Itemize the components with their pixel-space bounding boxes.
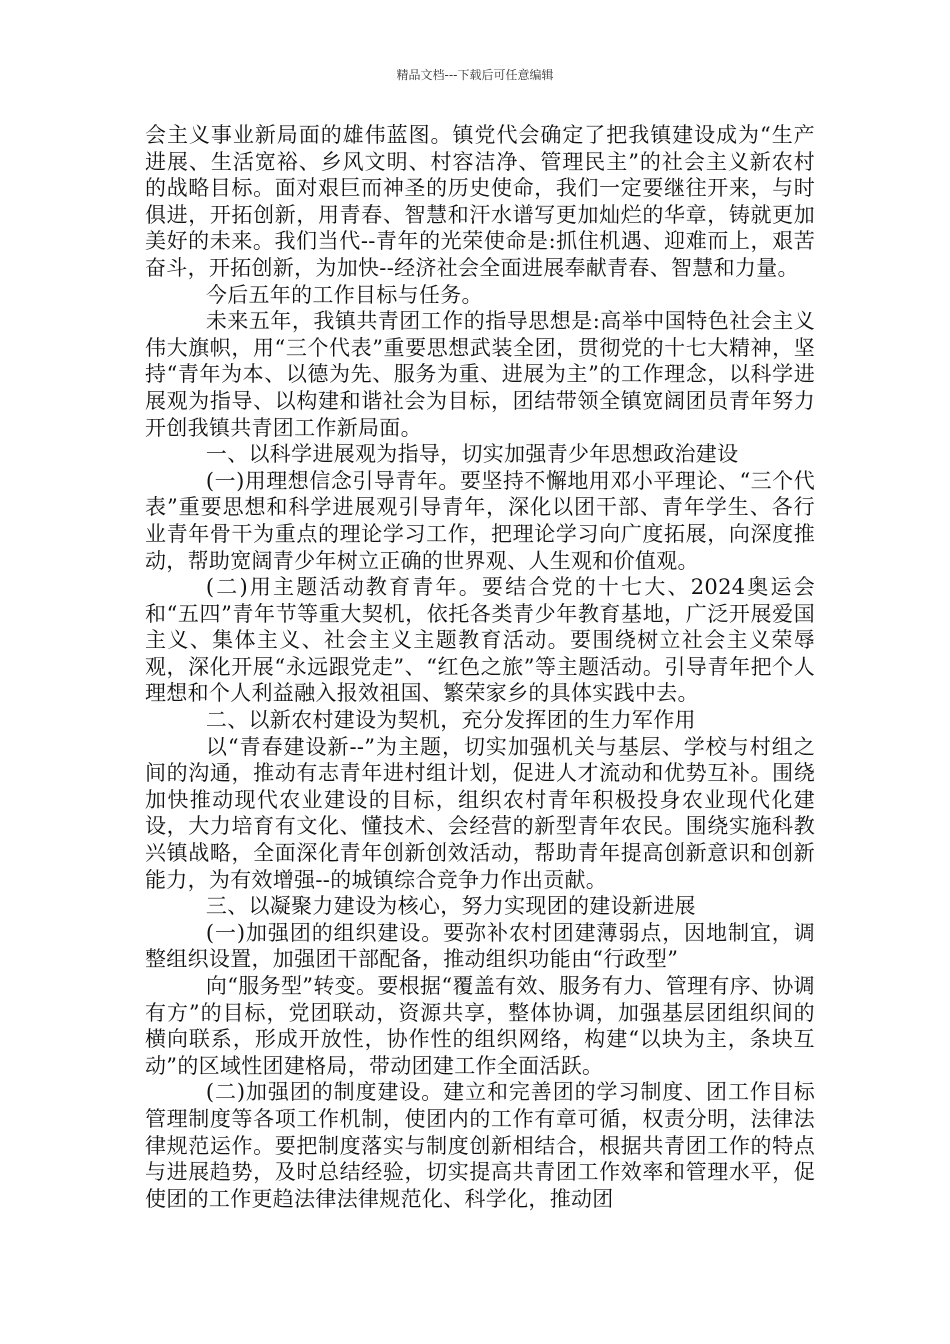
section-heading-three: 三、以凝聚力建设为核心，努力实现团的建设新进展 [205, 894, 696, 919]
paragraph-vision: 会主义事业新局面的雄伟蓝图。镇党代会确定了把我镇建设成为“生产进展、生活宽裕、乡风文明、村容洁净、管理民主”的社会主义新农村的战略目标。面对艰巨而神圣的历史使命，我们一定要继往开来，与时俱进，开拓创新，用青春、智慧和汗水谱写更加灿烂的华章，铸就更加美好的未来。我们当代--青年的光荣使命是:抓住机遇、迎难而上，艰苦奋斗，开拓创新，为加快--经济社会全面进展奉献青春、智慧和力量。 [145, 123, 815, 280]
paragraph-organization-building: (一)加强团的组织建设。要弥补农村团建薄弱点，因地制宜，调整组织设置，加强团干部配备，推动组织功能由“行政型” [145, 920, 815, 972]
paragraph-guiding-ideology: 未来五年，我镇共青团工作的指导思想是:高举中国特色社会主义伟大旗帜，用“三个代表”重要思想武装全团，贯彻党的十七大精神，坚持“青年为本、以德为先、服务为重、进展为主”的工作理念，以科学进展观为指导、以构建和谐社会为目标，团结带领全镇宽阔团员青年努力开创我镇共青团工作新局面。 [145, 309, 815, 440]
paragraph-rural-construction: 以“青春建设新--”为主题，切实加强机关与基层、学校与村组之间的沟通，推动有志青年进村组计划，促进人才流动和优势互补。围绕加快推动现代农业建设的目标，组织农村青年积极投身农业现代化建设，大力培育有文化、懂技术、会经营的新型青年农民。围绕实施科教兴镇战略，全面深化青年创新创效活动，帮助青年提高创新意识和创新能力，为有效增强--的城镇综合竞争力作出贡献。 [145, 734, 815, 892]
paragraph-system-building: (二)加强团的制度建设。建立和完善团的学习制度、团工作目标管理制度等各项工作机制，使团内的工作有章可循，权责分明，法律法律规范运作。要把制度落实与制度创新相结合，根据共青团工作的特点与进展趋势，及时总结经验，切实提高共青团工作效率和管理水平，促使团的工作更趋法律法律规范化、科学化，推动团 [145, 1080, 815, 1211]
paragraph-goals-heading: 今后五年的工作目标与任务。 [205, 282, 483, 307]
document-body [145, 122, 815, 1212]
section-heading-one: 一、以科学进展观为指导，切实加强青少年思想政治建设 [205, 442, 739, 467]
paragraph-service-transformation: 向“服务型”转变。要根据“覆盖有效、服务有力、管理有序、协调有方”的目标，党团联动，资源共享，整体协调，加强基层团组织间的横向联系，形成开放性，协作性的组织网络，构建“以块为主，条块互动”的区域性团建格局，带动团建工作全面活跃。 [145, 974, 815, 1078]
page-header: 精品文档---下载后可任意编辑 [396, 68, 554, 82]
paragraph-ideals-guidance: (一)用理想信念引导青年。要坚持不懈地用邓小平理论、“三个代表”重要思想和科学进展观引导青年，深化以团干部、青年学生、各行业青年骨干为重点的理论学习工作，把理论学习向广度拓展，向深度推动，帮助宽阔青少年树立正确的世界观、人生观和价值观。 [145, 468, 815, 573]
section-heading-two: 二、以新农村建设为契机，充分发挥团的生力军作用 [205, 708, 696, 733]
paragraph-theme-activities: (二)用主题活动教育青年。要结合党的十七大、2024奥运会和“五四”青年节等重大契机，依托各类青少年教育基地，广泛开展爱国主义、集体主义、社会主义主题教育活动。要围绕树立社会主义荣辱观，深化开展“永远跟党走”、“红色之旅”等主题活动。引导青年把个人理想和个人利益融入报效祖国、繁荣家乡的具体实践中去。 [145, 575, 815, 706]
